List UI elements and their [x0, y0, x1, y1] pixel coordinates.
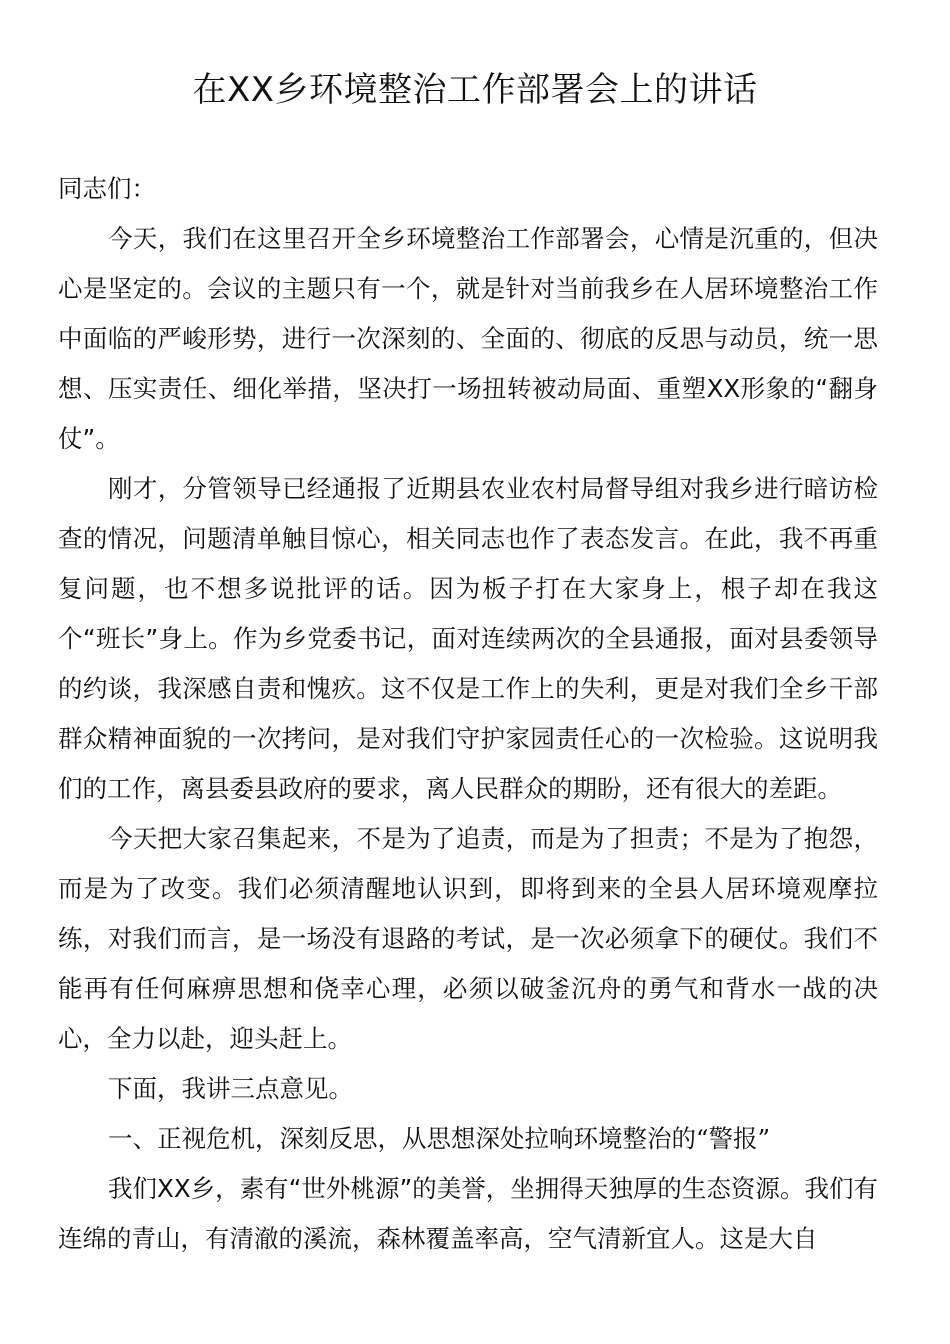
paragraph-section-one: 我们XX乡，素有“世外桃源”的美誉，坐拥得天独厚的生态资源。我们有连绵的青山，有清澈的溪流，森林覆盖率高，空气清新宜人。这是大自 — [58, 1174, 878, 1253]
paragraph-three-points-intro: 下面，我讲三点意见。 — [108, 1074, 353, 1103]
document-title: 在XX乡环境整治工作部署会上的讲话 — [192, 70, 758, 110]
paragraph-call-to-action: 今天把大家召集起来，不是为了追责，而是为了担责；不是为了抱怨，而是为了改变。我们必须清醒地认识到，即将到来的全县人居环境观摩拉练，对我们而言，是一场没有退路的考试，是一次必须拿下的硬仗。我们不能再有任何麻痹思想和侥幸心理，必须以破釜沉舟的勇气和背水一战的决心，全力以赴，迎头赶上。 — [58, 824, 878, 1053]
document-body — [58, 164, 878, 1264]
paragraph-inspection-report: 刚才，分管领导已经通报了近期县农业农村局督导组对我乡进行暗访检查的情况，问题清单触目惊心，相关同志也作了表态发言。在此，我不再重复问题，也不想多说批评的话。因为板子打在大家身上，根子却在我这个“班长”身上。作为乡党委书记，面对连续两次的全县通报，面对县委领导的约谈，我深感自责和愧疚。这不仅是工作上的失利，更是对我们全乡干部群众精神面貌的一次拷问，是对我们守护家园责任心的一次检验。这说明我们的工作，离县委县政府的要求，离人民群众的期盼，还有很大的差距。 — [58, 474, 878, 803]
paragraph-opening: 今天，我们在这里召开全乡环境整治工作部署会，心情是沉重的，但决心是坚定的。会议的主题只有一个，就是针对当前我乡在人居环境整治工作中面临的严峻形势，进行一次深刻的、全面的、彻底的反思与动员，统一思想、压实责任、细化举措，坚决打一场扭转被动局面、重塑XX形象的“翻身仗”。 — [58, 224, 878, 453]
section-heading-one: 一、正视危机，深刻反思，从思想深处拉响环境整治的“警报” — [108, 1124, 771, 1153]
salutation: 同志们： — [58, 174, 156, 203]
